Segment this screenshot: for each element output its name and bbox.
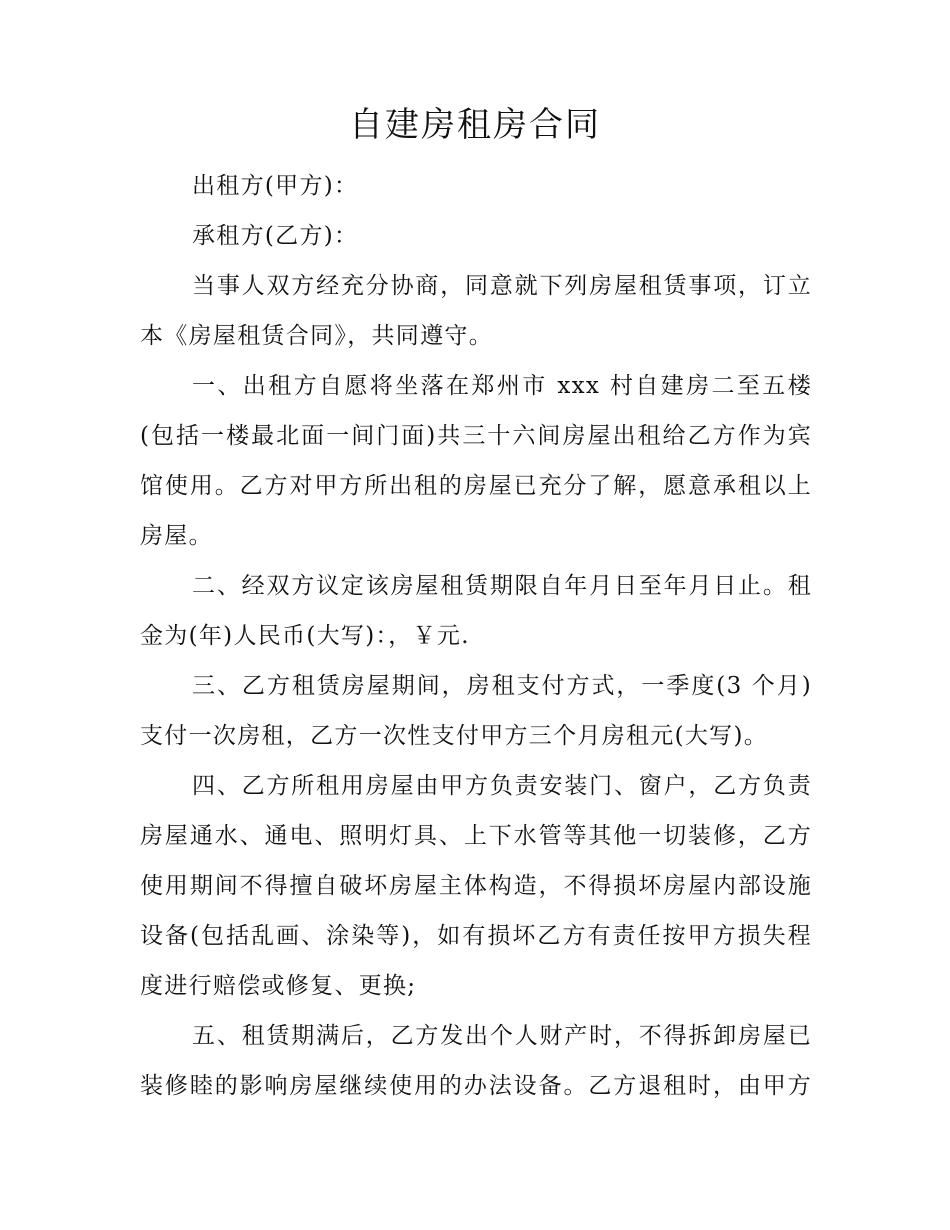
paragraph-line: 支付一次房租，乙方一次性支付甲方三个月房租元(大写)。 [140,723,769,749]
paragraph-line: 金为(年)人民币(大写)：，￥元. [140,623,470,649]
document-title: 自建房租房合同 [349,105,601,145]
paragraph-line: 四、乙方所租用房屋由甲方负责安装门、窗户，乙方负责 [192,773,812,799]
paragraph-line: 一、出租方自愿将坐落在郑州市 xxx 村自建房二至五楼 [192,373,812,399]
paragraph-line: (包括一楼最北面一间门面)共三十六间房屋出租给乙方作为宾 [140,423,812,449]
paragraph-line: 二、经双方议定该房屋租赁期限自年月日至年月日止。租 [192,573,812,599]
paragraph-line: 本《房屋租赁合同》，共同遵守。 [140,323,493,349]
paragraph-line: 房屋通水、通电、照明灯具、上下水管等其他一切装修，乙方 [140,823,812,849]
paragraph-line: 当事人双方经充分协商，同意就下列房屋租赁事项，订立 [192,273,812,299]
paragraph-line: 馆使用。乙方对甲方所出租的房屋已充分了解，愿意承租以上 [140,473,812,499]
paragraph-line: 房屋。 [140,523,213,549]
paragraph-line: 度进行赔偿或修复、更换; [140,973,417,999]
lessor-line: 出租方(甲方)： [192,173,359,199]
paragraph-line: 三、乙方租赁房屋期间，房租支付方式，一季度(3 个月) [192,673,812,699]
paragraph-line: 使用期间不得擅自破坏房屋主体构造，不得损坏房屋内部设施 [140,873,812,899]
paragraph-line: 五、租赁期满后，乙方发出个人财产时，不得拆卸房屋已 [192,1023,812,1049]
paragraph-line: 装修睦的影响房屋继续使用的办法设备。乙方退租时，由甲方 [140,1073,812,1099]
lessee-line: 承租方(乙方)： [192,223,359,249]
paragraph-line: 设备(包括乱画、涂染等)，如有损坏乙方有责任按甲方损失程 [140,923,812,949]
